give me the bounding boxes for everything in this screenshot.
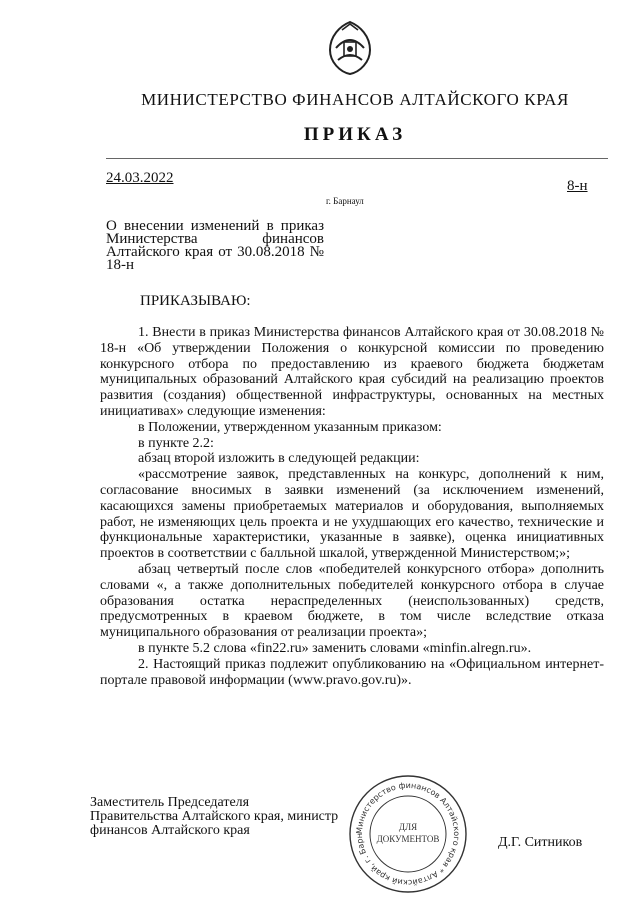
document-subject: О внесении изменений в приказ Министерства финансов Алтайского края от 30.08.2018 № 18-н — [106, 218, 324, 273]
svg-text:Министерство финансов Алтайско: Министерство финансов Алтайского края * Алтайский край, г. Барн — [354, 780, 462, 888]
signer-name: Д.Г. Ситников — [498, 835, 583, 850]
paragraph-4: абзац второй изложить в следующей редакции: — [138, 451, 420, 467]
svg-text:ДОКУМЕНТОВ: ДОКУМЕНТОВ — [376, 834, 440, 844]
document-date: 24.03.2022 — [106, 170, 174, 186]
header-divider — [106, 158, 608, 159]
paragraph-1: 1. Внести в приказ Министерства финансов Алтайского края от 30.08.2018 № 18-н «Об утверждении Положения о конкурсной комиссии по проведению конкурсного отбора по предоставлению из краевого бюджета бюджетам муниципальных образований Алтайского края субсидий на реализацию проектов развития (создания) общественной инфраструктуры, основанных на местных инициативах» следующие изменения: — [100, 325, 604, 419]
paragraph-2: в Положении, утвержденном указанным приказом: — [138, 419, 442, 435]
order-word: ПРИКАЗЫВАЮ: — [140, 293, 251, 309]
document-title: ПРИКАЗ — [303, 124, 407, 145]
ministry-name: МИНИСТЕРСТВО ФИНАНСОВ АЛТАЙСКОГО КРАЯ — [141, 90, 569, 109]
signer-position: Заместитель Председателя Правительства Алтайского края, министр финансов Алтайского края — [90, 795, 339, 838]
paragraph-7: в пункте 5.2 слова «fin22.ru» заменить словами «minfin.alregn.ru». — [138, 640, 532, 656]
coat-of-arms-emblem — [326, 20, 374, 76]
document-city: г. Барнаул — [326, 196, 364, 206]
paragraph-5: «рассмотрение заявок, представленных на конкурс, дополнений к ним, согласование вносимых в заявки изменений (за исключением изменений, касающихся замены приобретаемых материалов и оборудования, выполняемых работ, не изменяющих цель проекта и не ухудшающих его качество, технические и функциональные характеристики, указанные в заявке), оценка инициативных проектов в соответствии с балльной шкалой, утвержденной Министерством;»; — [100, 467, 604, 562]
svg-text:ДЛЯ: ДЛЯ — [398, 822, 418, 832]
official-stamp — [346, 772, 470, 896]
document-number: 8-н — [567, 178, 588, 194]
paragraph-3: в пункте 2.2: — [138, 435, 214, 451]
paragraph-8: 2. Настоящий приказ подлежит опубликованию на «Официальном интернет-портале правовой информации (www.pravo.gov.ru)». — [100, 656, 604, 688]
document-body — [100, 325, 604, 688]
paragraph-6: абзац четвертый после слов «победителей конкурсного отбора» дополнить словами «, а также дополнительных победителей конкурсного отбора в случае образования остатка нераспределенных (неиспользованных) средств, предусмотренных в краевом бюджете, в том числе вследствие отказа муниципального образования от реализации проекта»; — [100, 561, 604, 641]
